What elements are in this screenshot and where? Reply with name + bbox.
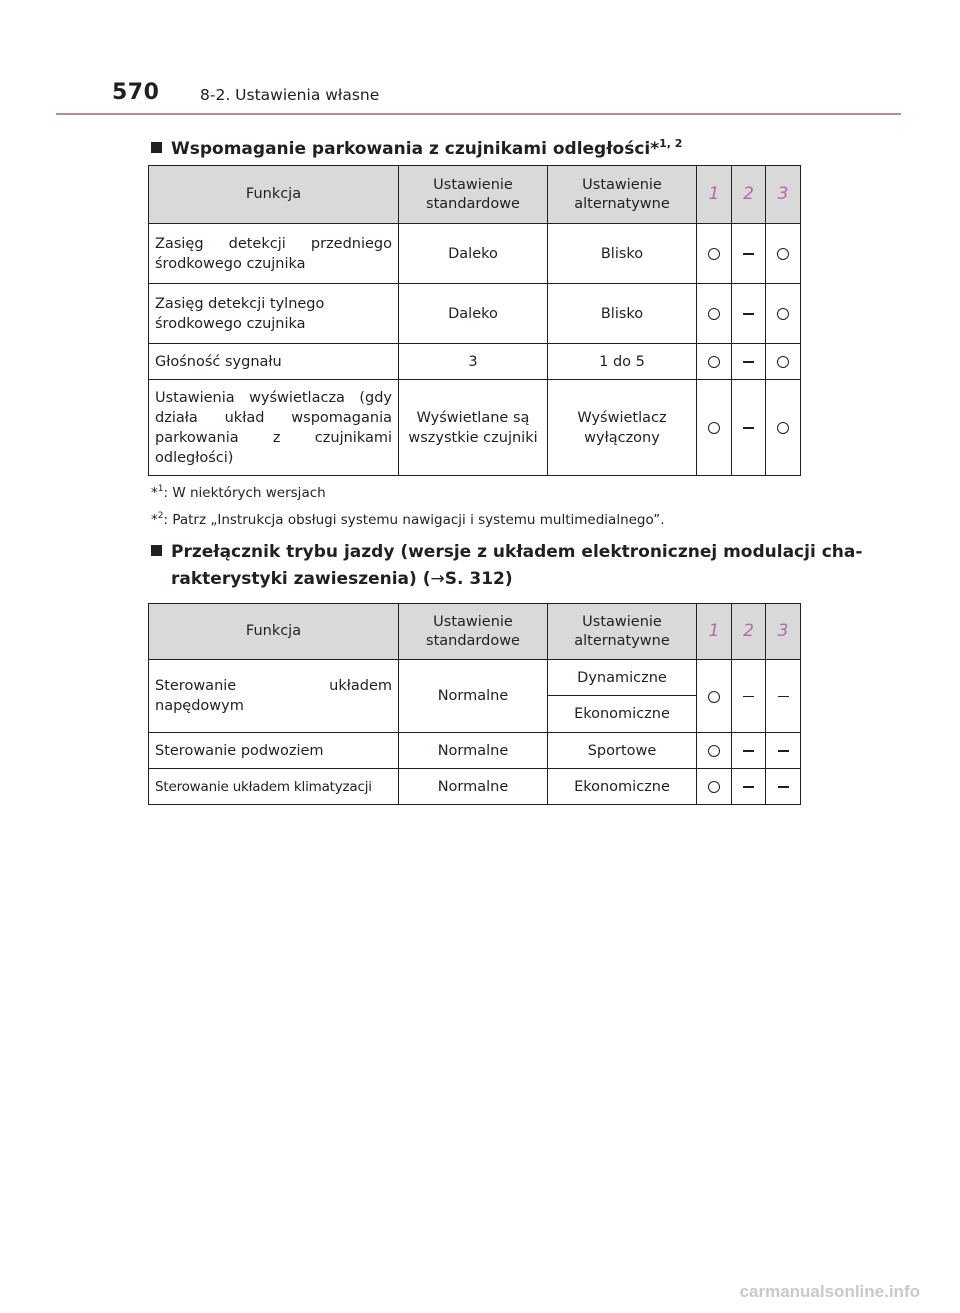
circle-icon: [708, 422, 720, 434]
cell-alternative: Wyświetlacz wyłączony: [548, 380, 697, 476]
cell-alternative: Dynamiczne: [548, 660, 697, 696]
header-standard: Ustawienie standardowe: [399, 604, 548, 660]
cell-alternative: Ekonomiczne: [548, 696, 697, 733]
parking-sensor-table: [148, 165, 801, 476]
table-row: [149, 733, 801, 769]
circle-icon: [708, 248, 720, 260]
cell-alternative: 1 do 5: [548, 344, 697, 380]
header-standard: Ustawienie standardowe: [399, 166, 548, 224]
table-row: [149, 344, 801, 380]
circle-icon: [777, 422, 789, 434]
cell-alternative: Ekonomiczne: [548, 769, 697, 805]
header-col1: [697, 166, 732, 224]
chapter-title: 8-2. Ustawienia własne: [200, 86, 380, 104]
dash-icon: [743, 361, 754, 363]
header-col2: [732, 166, 766, 224]
circle-icon: [777, 308, 789, 320]
cell-function: Zasięg detekcji przedniego środkowego czujnika: [149, 224, 399, 284]
page-reference-link[interactable]: S. 312): [444, 569, 513, 589]
square-bullet-icon: [151, 142, 162, 153]
circle-icon: [708, 308, 720, 320]
cell-default: Normalne: [399, 660, 548, 733]
header-rule: [56, 113, 901, 115]
cell-function: Głośność sygnału: [149, 344, 399, 380]
cell-function: Sterowanie układem napędowym: [149, 660, 399, 733]
cell-default: Normalne: [399, 733, 548, 769]
number-3-icon: 3: [777, 620, 789, 641]
table-row: [149, 769, 801, 805]
number-2-icon: 2: [743, 620, 754, 641]
table-row: [149, 224, 801, 284]
cell-default: Wyświetlane są wszystkie czujniki: [399, 380, 548, 476]
table-row: [149, 660, 801, 696]
header-alternative: Ustawienie alternatywne: [548, 604, 697, 660]
number-2-icon: 2: [743, 183, 754, 204]
cell-function: Sterowanie układem klimatyzacji: [149, 769, 399, 805]
cell-default: Normalne: [399, 769, 548, 805]
circle-icon: [708, 781, 720, 793]
square-bullet-icon: [151, 545, 162, 556]
header-col3: [766, 604, 801, 660]
header-funkcja: Funkcja: [149, 604, 399, 660]
dash-icon: [743, 750, 754, 752]
cell-default: Daleko: [399, 284, 548, 344]
cell-alternative: Blisko: [548, 284, 697, 344]
number-1-icon: 1: [708, 620, 720, 641]
cell-alternative: Blisko: [548, 224, 697, 284]
section2-title: Przełącznik trybu jazdy (wersje z układem elektronicznej modulacji cha-: [151, 539, 862, 566]
dash-icon: [743, 786, 754, 788]
number-1-icon: 1: [708, 183, 720, 204]
circle-icon: [708, 745, 720, 757]
footnote-1: *$^1$: W niektórych wersjach: [151, 484, 326, 501]
cell-function: Ustawienia wyświetlacza (gdy działa układ wspomagania parkowania z czujnikami odległości): [149, 380, 399, 476]
page-number: 570: [112, 80, 160, 105]
section1-title: Wspomaganie parkowania z czujnikami odległości*$^{1, 2}$: [151, 130, 682, 163]
circle-icon: [708, 356, 720, 368]
cell-function: Sterowanie podwoziem: [149, 733, 399, 769]
cell-function: Zasięg detekcji tylnego środkowego czujnika: [149, 284, 399, 344]
watermark: carmanualsonline.info: [739, 1282, 920, 1301]
header-col3: [766, 166, 801, 224]
cell-default: Daleko: [399, 224, 548, 284]
footnote-2: *$^2$: Patrz „Instrukcja obsługi systemu nawigacji i systemu multimedialnego”.: [151, 511, 665, 528]
dash-icon: [743, 427, 754, 429]
table-row: [149, 380, 801, 476]
dash-icon: [743, 313, 754, 315]
number-3-icon: 3: [777, 183, 789, 204]
cell-default: 3: [399, 344, 548, 380]
circle-icon: [777, 356, 789, 368]
header-col1: [697, 604, 732, 660]
arrow-right-icon: →: [430, 569, 445, 589]
cell-alternative: Sportowe: [548, 733, 697, 769]
drive-mode-table: [148, 603, 801, 805]
header-funkcja: Funkcja: [149, 166, 399, 224]
header-alternative: Ustawienie alternatywne: [548, 166, 697, 224]
header-col2: [732, 604, 766, 660]
dash-icon: [778, 696, 789, 698]
circle-icon: [777, 248, 789, 260]
dash-icon: [743, 696, 754, 698]
section2-title-cont: rakterystyki zawieszenia) (→S. 312): [171, 569, 513, 589]
table-row: [149, 284, 801, 344]
circle-icon: [708, 691, 720, 703]
dash-icon: [743, 253, 754, 255]
dash-icon: [778, 786, 789, 788]
dash-icon: [778, 750, 789, 752]
